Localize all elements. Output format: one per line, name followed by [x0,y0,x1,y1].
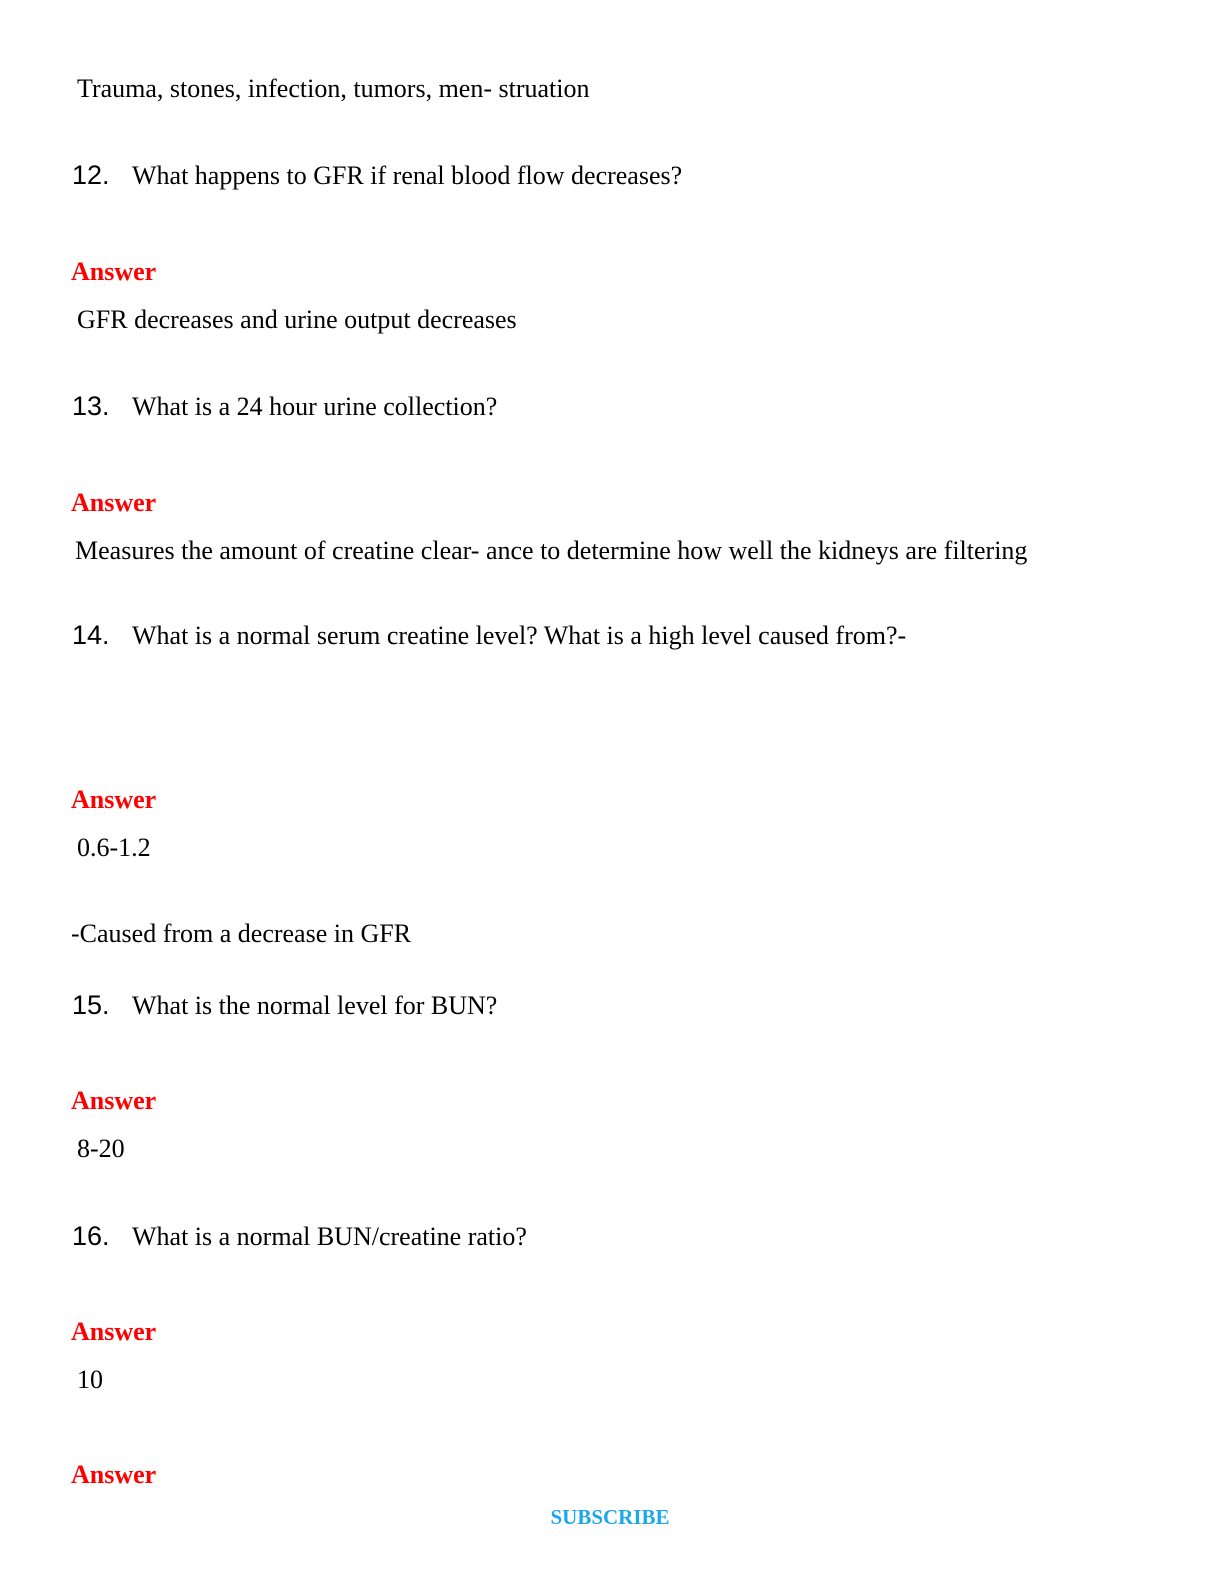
question-text: What is a 24 hour urine collection? [132,392,498,421]
answer-label: Answer [71,785,157,814]
question-15 [72,990,497,1021]
answer-label: Answer [71,257,157,286]
answer-label: Answer [71,1086,157,1115]
answer-text: 10 [77,1365,103,1394]
question-number: 15. [72,990,110,1020]
question-number: 14. [72,620,110,650]
question-text: What is a normal BUN/creatine ratio? [132,1222,527,1251]
question-13 [72,391,497,422]
answer-label: Answer [71,488,157,517]
question-12 [72,160,682,191]
question-text: What happens to GFR if renal blood flow decreases? [132,161,683,190]
question-number: 16. [72,1221,110,1251]
question-text: What is the normal level for BUN? [132,991,498,1020]
answer-text-extra: -Caused from a decrease in GFR [71,919,412,948]
question-14 [72,620,906,651]
answer-text: Measures the amount of creatine clear- ance to determine how well the kidneys are filtering [75,536,1028,565]
subscribe-link[interactable]: SUBSCRIBE [550,1505,670,1529]
answer-text: 8-20 [77,1134,125,1163]
question-16 [72,1221,527,1252]
answer-text: GFR decreases and urine output decreases [77,305,517,334]
question-text: What is a normal serum creatine level? What is a high level caused from?- [132,621,907,650]
answer-label: Answer [71,1317,157,1346]
answer-label: Answer [71,1460,157,1489]
lead-answer-text: Trauma, stones, infection, tumors, men- struation [77,74,590,103]
question-number: 12. [72,160,110,190]
answer-text: 0.6-1.2 [77,833,151,862]
question-number: 13. [72,391,110,421]
